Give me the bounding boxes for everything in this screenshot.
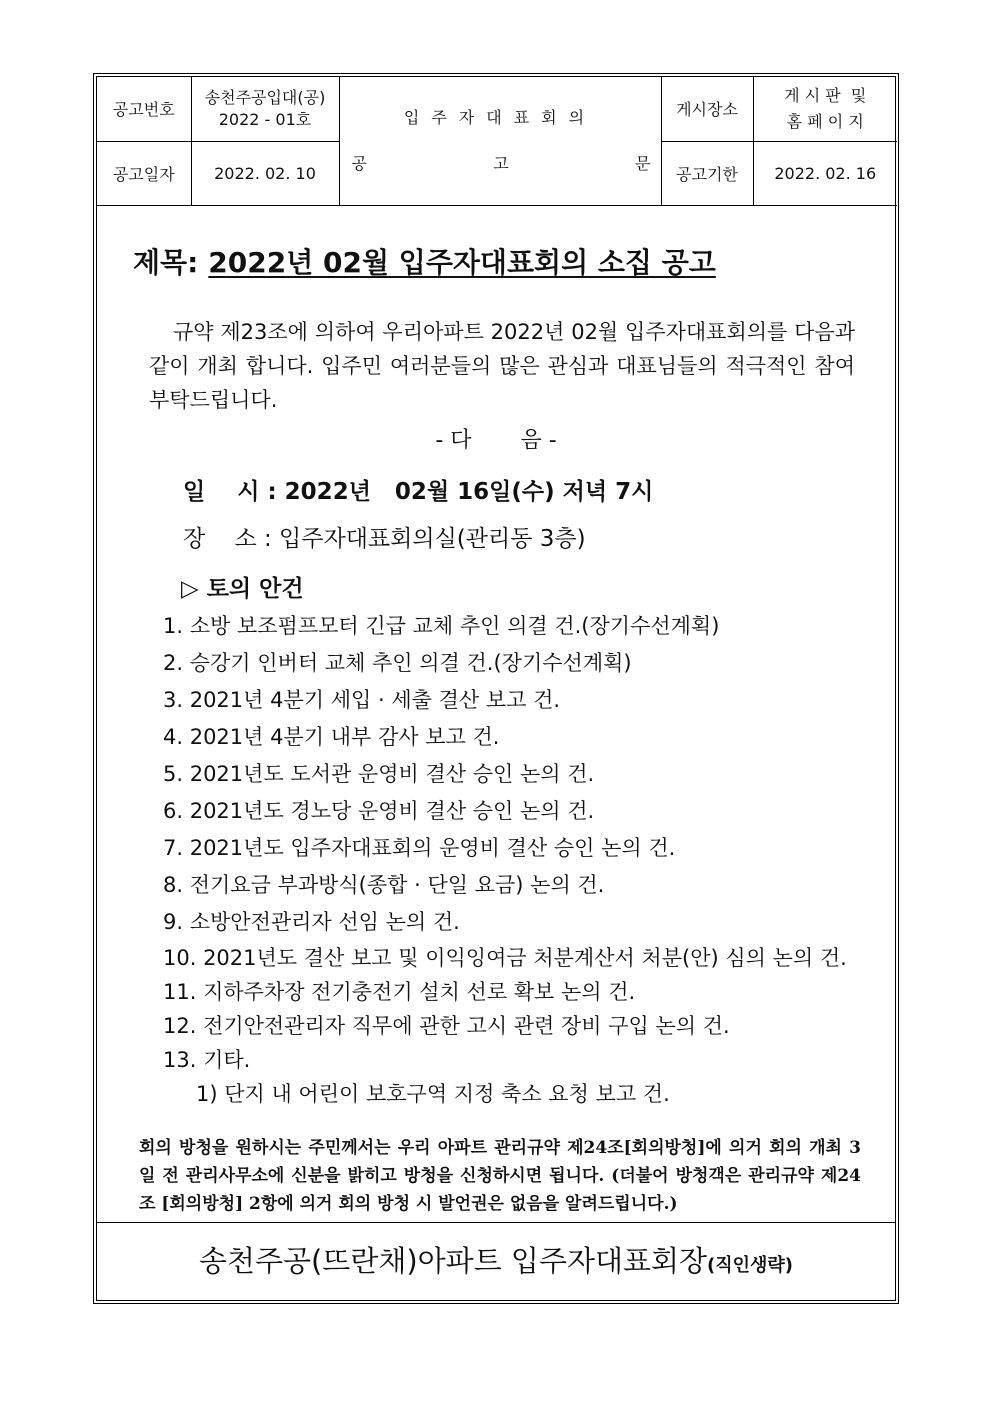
footer-signatory: 송천주공(뜨란채)아파트 입주자대표회장 xyxy=(198,1244,708,1278)
posting-place-line2: 홈 페 이 지 xyxy=(786,111,864,131)
notice-frame xyxy=(93,73,899,1304)
agenda-item: 12. 전기안전관리자 직무에 관한 고시 관련 장비 구입 논의 건. xyxy=(163,1014,730,1038)
agenda-item: 6. 2021년도 경노당 운영비 결산 승인 논의 건. xyxy=(163,799,595,823)
notice-inner-frame xyxy=(96,76,896,1301)
footer-seal-omitted: (직인생략) xyxy=(707,1255,794,1276)
agenda-item: 13. 기타. xyxy=(163,1048,251,1072)
observation-notice: 회의 방청을 원하시는 주민께서는 우리 아파트 관리규약 제24조[회의방청]에 의거 회의 개최 3일 전 관리사무소에 신분을 밝히고 방청을 신청하시면 됩니다. (더불어 방청객은 관리규약 제24조 [회의방청] 2항에 의거 회의 방청 시 발언권은 없음을 알려드립니다.) xyxy=(139,1138,861,1214)
document-title xyxy=(339,77,661,205)
posting-place-line1: 게 시 판 및 xyxy=(784,85,867,105)
subject-label: 제목: xyxy=(133,246,199,279)
notice-no-label: 공고번호 xyxy=(97,77,191,141)
agenda-subitem: 1) 단지 내 어린이 보호구역 지정 축소 요청 보고 건. xyxy=(196,1082,670,1106)
dagum-heading: - 다 음 - xyxy=(435,428,557,453)
subject-line xyxy=(133,241,716,281)
agenda-item: 8. 전기요금 부과방식(종합 · 단일 요금) 논의 건. xyxy=(163,873,605,897)
signature-footer xyxy=(97,1222,895,1300)
notice-header-table xyxy=(97,77,897,206)
agenda-item: 10. 2021년도 결산 보고 및 이익잉여금 처분계산서 처분(안) 심의 논의 건. xyxy=(163,946,847,970)
intro-paragraph: 규약 제23조에 의하여 우리아파트 2022년 02월 입주자대표회의를 다음과 같이 개최 합니다. 입주민 여러분들의 많은 관심과 대표님들의 적극적인 참여 부탁드립니다. xyxy=(149,320,855,412)
notice-no-value-line1: 송천주공입대(공) xyxy=(204,87,326,107)
title-char-2: 고 xyxy=(493,153,509,173)
agenda-item: 9. 소방안전관리자 선임 논의 건. xyxy=(163,910,460,934)
agenda-item: 5. 2021년도 도서관 운영비 결산 승인 논의 건. xyxy=(163,762,595,786)
title-char-1: 공 xyxy=(351,153,367,173)
notice-date-value: 2022. 02. 10 xyxy=(191,141,339,205)
agenda-item: 2. 승강기 인버터 교체 추인 의결 건.(장기수선계획) xyxy=(163,651,632,675)
deadline-value: 2022. 02. 16 xyxy=(753,141,897,205)
posting-place-label: 게시장소 xyxy=(661,77,753,141)
deadline-label: 공고기한 xyxy=(661,141,753,205)
posting-place-value xyxy=(753,77,897,141)
meeting-datetime: 일 시 : 2022년 02월 16일(수) 저녁 7시 xyxy=(183,479,654,505)
agenda-item: 1. 소방 보조펌프모터 긴급 교체 추인 의결 건.(장기수선계획) xyxy=(163,614,720,638)
title-char-3: 문 xyxy=(635,153,651,173)
document-title-line2 xyxy=(340,141,661,187)
agenda-item: 4. 2021년 4분기 내부 감사 보고 건. xyxy=(163,725,500,749)
subject-text: 2022년 02월 입주자대표회의 소집 공고 xyxy=(208,246,716,279)
agenda-item: 11. 지하주차장 전기충전기 설치 선로 확보 논의 건. xyxy=(163,980,636,1004)
agenda-item: 3. 2021년 4분기 세입 · 세출 결산 보고 건. xyxy=(163,688,561,712)
document-title-line1: 입주자대표회의 xyxy=(403,107,597,127)
agenda-item: 7. 2021년도 입주자대표회의 운영비 결산 승인 논의 건. xyxy=(163,836,676,860)
notice-date-label: 공고일자 xyxy=(97,141,191,205)
agenda-title: ▷ 토의 안건 xyxy=(181,576,304,602)
agenda-list xyxy=(163,608,883,1111)
meeting-place: 장 소 : 입주자대표회의실(관리동 3층) xyxy=(183,526,586,552)
notice-no-value xyxy=(191,77,339,141)
notice-no-value-line2: 2022 - 01호 xyxy=(218,109,312,129)
